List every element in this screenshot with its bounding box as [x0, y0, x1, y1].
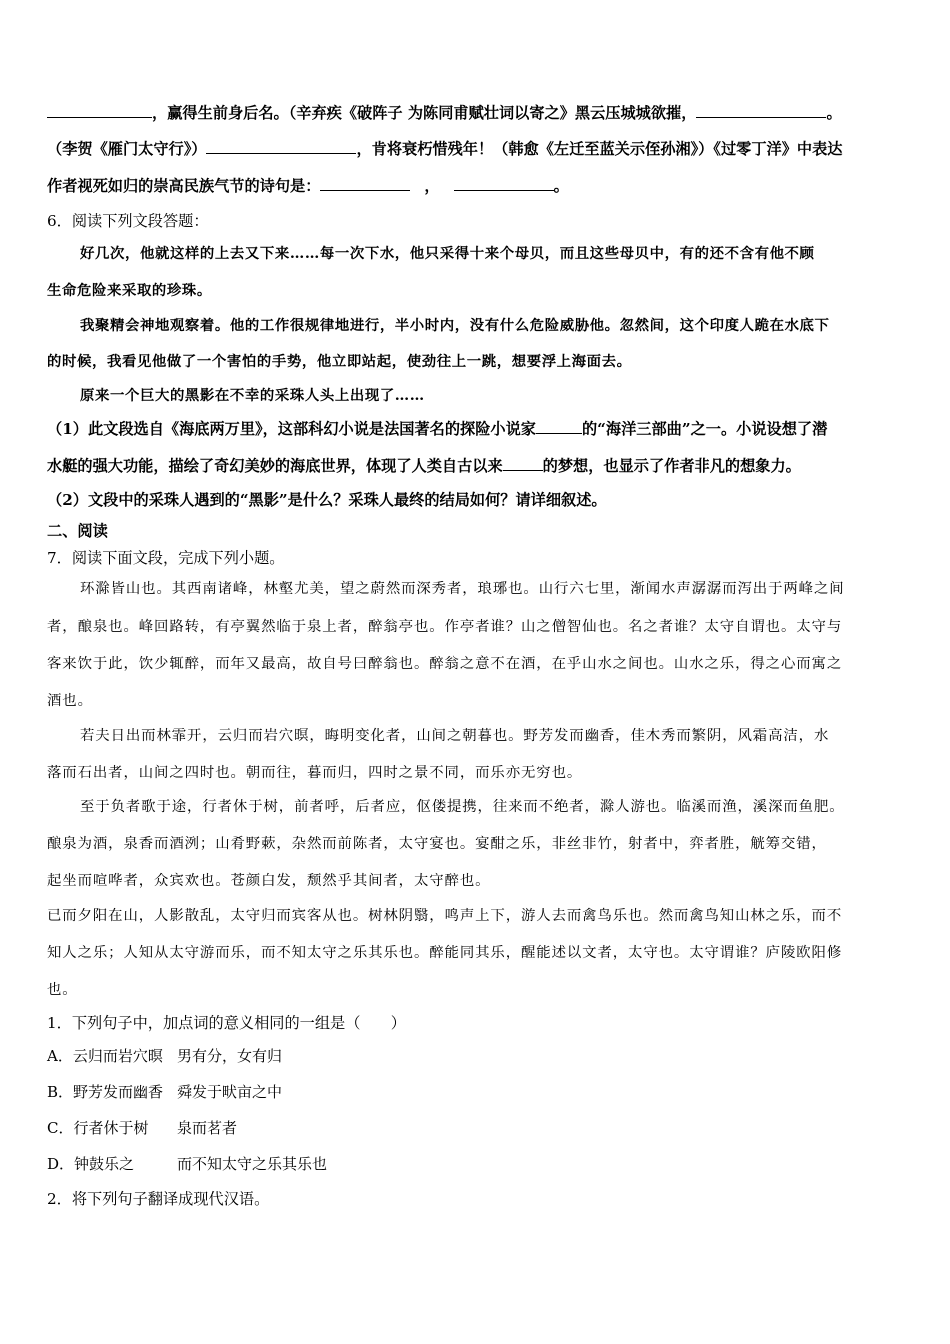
option-a[interactable]: A．云归而岩穴暝 男有分，女有归 [47, 1047, 283, 1065]
answer-blank[interactable] [536, 418, 582, 434]
option-d[interactable]: D．钟鼓乐之 而不知太守之乐其乐也 [47, 1155, 328, 1173]
q6-passage-line: 好几次，他就这样的上去又下来……每一次下水，他只采得十来个母贝，而且这些母贝中，有的还不含有他不顾 [80, 245, 815, 262]
q7-passage-line: 知人之乐；人知从太守游而乐，而不知太守之乐其乐也。醉能同其乐，醒能述以文者，太守也。太守谓谁？庐陵欧阳修 [47, 945, 843, 961]
q7-passage-line: 落而石出者，山间之四时也。朝而往，暮而归，四时之景不同，而乐亦无穷也。 [47, 765, 583, 781]
q7-passage-line: 起坐而喧哗者，众宾欢也。苍颜白发，颓然乎其间者，太守醉也。 [47, 873, 491, 889]
question-6-heading: 6．阅读下列文段答题： [47, 212, 209, 230]
q6-subquestion-1: （1）此文段选自《海底两万里》，这部科幻小说是法国著名的探险小说家 的“海洋三部曲”之一。小说设想了潜 [47, 420, 828, 438]
poetry-line-2: （李贺《雁门太守行》） ，肯将衰朽惜残年！（韩愈《左迁至蓝关示侄孙湘》）《过零丁洋》中表达 [47, 140, 843, 158]
question-7-heading: 7．阅读下面文段，完成下列小题。 [47, 549, 285, 567]
q7-passage-line: 者，酿泉也。峰回路转，有亭翼然临于泉上者，醉翁亭也。作亭者谁？山之僧智仙也。名之者谁？太守自谓也。太守与 [47, 619, 843, 635]
option-c[interactable]: C．行者休于树 泉而茗者 [47, 1119, 238, 1137]
q6-passage-line: 的时候，我看见他做了一个害怕的手势，他立即站起，使劲往上一跳，想要浮上海面去。 [47, 353, 632, 370]
q7-passage-line: 至于负者歌于途，行者休于树，前者呼，后者应，伛偻提携，往来而不绝者，滁人游也。临溪而渔，溪深而鱼肥。 [80, 799, 845, 815]
answer-blank[interactable] [696, 102, 826, 118]
option-b[interactable]: B．野芳发而幽香 舜发于畎亩之中 [47, 1083, 283, 1101]
q7-passage-line: 若夫日出而林霏开，云归而岩穴暝，晦明变化者，山间之朝暮也。野芳发而幽香，佳木秀而繁阴，风霜高洁，水 [80, 728, 830, 744]
q7-passage-line: 环滁皆山也。其西南诸峰，林壑尤美，望之蔚然而深秀者，琅琊也。山行六七里，渐闻水声潺潺而泻出于两峰之间 [80, 581, 845, 597]
q6-passage-line: 原来一个巨大的黑影在不幸的采珠人头上出现了…… [80, 387, 425, 404]
q7-passage-line: 酿泉为酒，泉香而酒洌；山肴野蔌，杂然而前陈者，太守宴也。宴酣之乐，非丝非竹，射者中，弈者胜，觥筹交错， [47, 836, 827, 852]
q6-subquestion-2: （2）文段中的采珠人遇到的“黑影”是什么？采珠人最终的结局如何？请详细叙述。 [47, 491, 607, 509]
answer-blank[interactable] [206, 138, 356, 154]
q7-subquestion-2: 2．将下列句子翻译成现代汉语。 [47, 1190, 270, 1208]
answer-blank[interactable] [320, 175, 410, 191]
poetry-line-1: ，赢得生前身后名。（辛弃疾《破阵子 为陈同甫赋壮词以寄之》黑云压城城欲摧， 。 [47, 102, 907, 124]
q7-passage-line: 已而夕阳在山，人影散乱，太守归而宾客从也。树林阴翳，鸣声上下，游人去而禽鸟乐也。然而禽鸟知山林之乐，而不 [47, 908, 843, 924]
q6-passage-line: 我聚精会神地观察着。他的工作很规律地进行，半小时内，没有什么危险威胁他。忽然间，这个印度人跪在水底下 [80, 317, 830, 334]
answer-blank[interactable] [503, 455, 543, 471]
q7-passage-line: 也。 [47, 982, 78, 998]
answer-blank[interactable] [454, 175, 554, 191]
q7-passage-line: 客来饮于此，饮少辄醉，而年又最高，故自号曰醉翁也。醉翁之意不在酒，在乎山水之间也。山水之乐，得之心而寓之 [47, 656, 843, 672]
answer-blank[interactable] [47, 102, 152, 118]
q7-passage-line: 酒也。 [47, 693, 93, 709]
q6-subquestion-1-cont: 水艇的强大功能，描绘了奇幻美妙的海底世界，体现了人类自古以来 的梦想，也显示了作者非凡的想象力。 [47, 457, 801, 475]
q7-subquestion-1: 1．下列句子中，加点词的意义相同的一组是（ ） [47, 1014, 406, 1032]
section-heading: 二、阅读 [47, 522, 108, 540]
q6-passage-line: 生命危险来采取的珍珠。 [47, 282, 212, 299]
poetry-line-3: 作者视死如归的崇高民族气节的诗句是： ， 。 [47, 177, 569, 195]
